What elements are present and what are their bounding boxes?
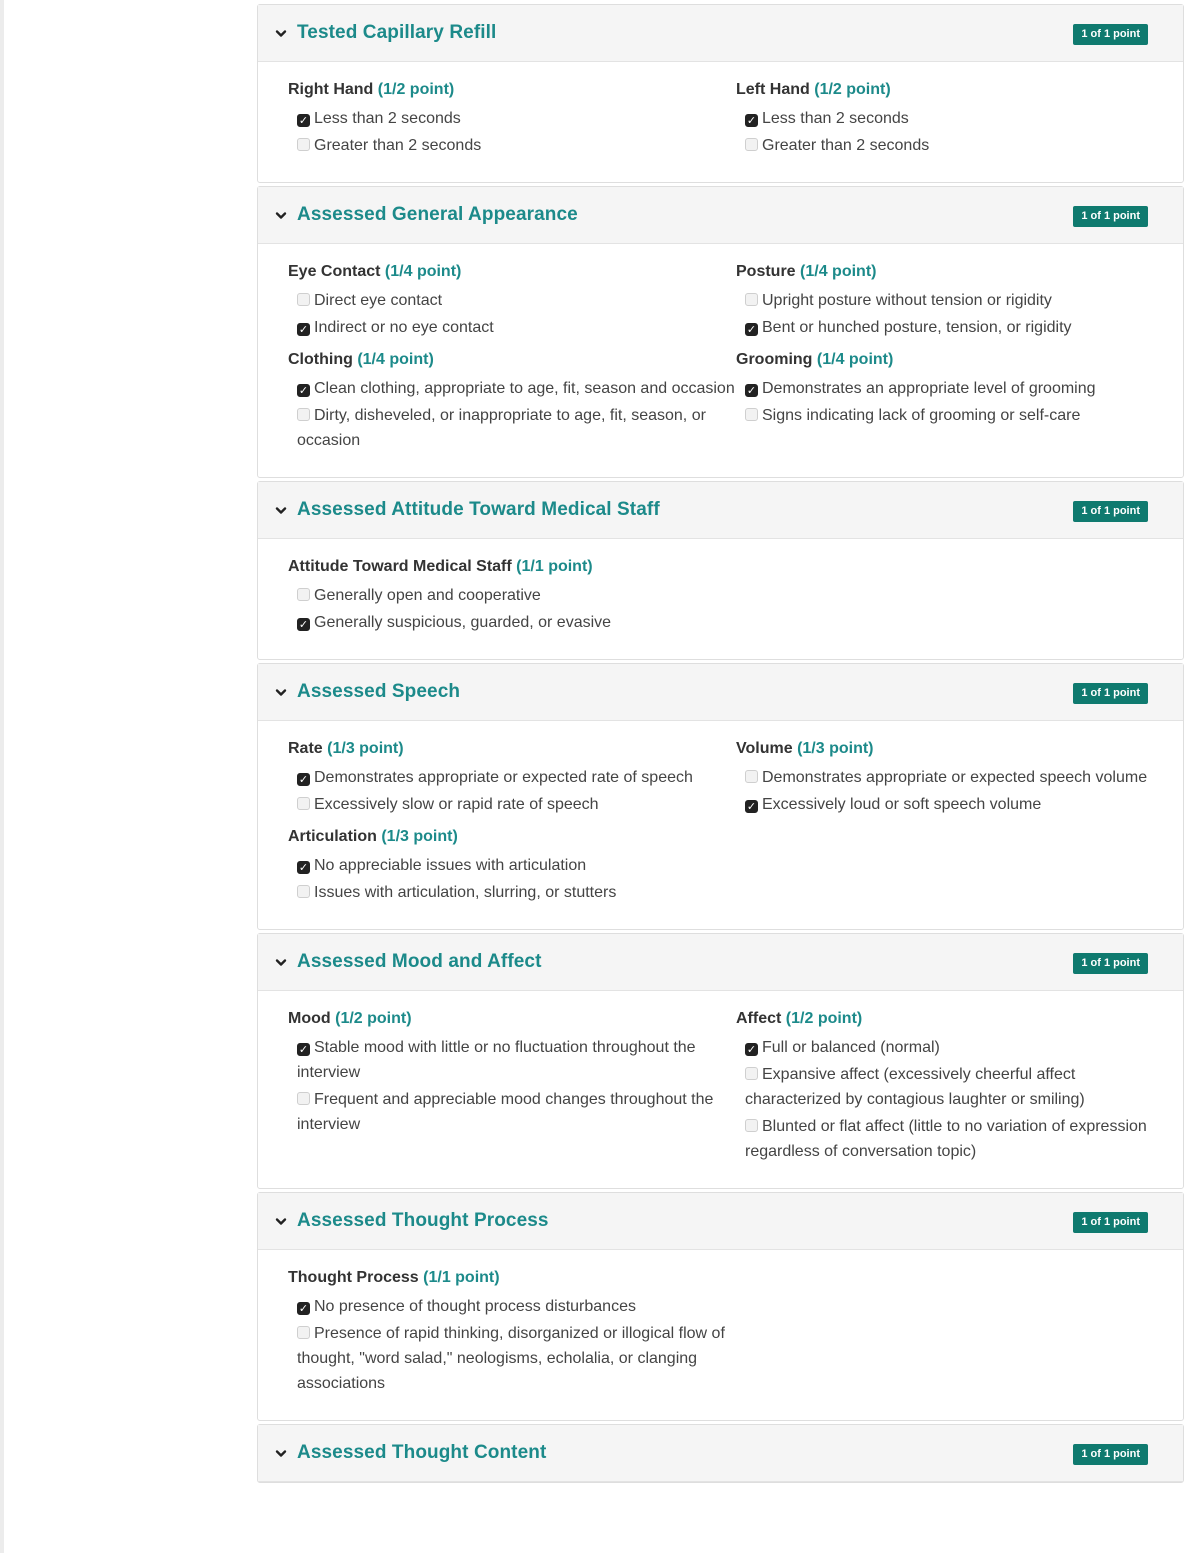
- points-badge: 1 of 1 point: [1073, 953, 1148, 974]
- section-column: [288, 1268, 736, 1406]
- section-body: [258, 991, 1183, 1188]
- section-body: [258, 62, 1183, 182]
- group-title: [288, 1268, 736, 1288]
- option-label: Greater than 2 seconds: [314, 137, 482, 154]
- checkbox-option[interactable]: [288, 1294, 736, 1319]
- section-title[interactable]: Assessed Mood and Affect: [297, 951, 542, 972]
- checkbox-checked-icon[interactable]: ✓: [746, 385, 757, 397]
- group-title: [288, 1009, 736, 1029]
- assessment-section: [257, 481, 1184, 660]
- points-badge: 1 of 1 point: [1073, 683, 1148, 704]
- option-label: Demonstrates an appropriate level of grooming: [762, 380, 1096, 397]
- checkbox-unchecked-icon[interactable]: [745, 770, 758, 783]
- checkbox-option[interactable]: [288, 610, 736, 635]
- option-label: Greater than 2 seconds: [762, 137, 930, 154]
- group-points: (1/2 point): [814, 81, 891, 98]
- criteria-group: [288, 739, 736, 817]
- group-title: [288, 262, 736, 282]
- checkbox-option[interactable]: [288, 403, 736, 453]
- group-points: (1/4 point): [800, 263, 877, 280]
- criteria-group: [736, 1009, 1153, 1164]
- option-label: Generally suspicious, guarded, or evasive: [314, 614, 612, 631]
- section-body: [258, 244, 1183, 477]
- checkbox-checked-icon[interactable]: ✓: [298, 774, 309, 786]
- section-body: [258, 1250, 1183, 1420]
- option-label: Blunted or flat affect (little to no variation of expression regardless of conversation topic): [745, 1118, 1147, 1160]
- section-body: [258, 721, 1183, 929]
- checkbox-option[interactable]: [288, 106, 736, 131]
- checkbox-option[interactable]: [288, 853, 736, 878]
- checkbox-option[interactable]: [736, 133, 1153, 158]
- option-label: Demonstrates appropriate or expected speech volume: [762, 769, 1148, 786]
- points-badge: 1 of 1 point: [1073, 206, 1148, 227]
- checkbox-unchecked-icon[interactable]: [745, 1119, 758, 1132]
- section-column: [736, 557, 1153, 645]
- assessment-section: [257, 1424, 1184, 1483]
- section-column: [288, 80, 736, 168]
- checkbox-unchecked-icon[interactable]: [745, 408, 758, 421]
- section-column: [288, 1009, 736, 1174]
- section-column: [736, 262, 1153, 463]
- group-points: (1/4 point): [816, 351, 894, 368]
- checkbox-option[interactable]: [736, 376, 1153, 401]
- assessment-sections: [257, 4, 1184, 1486]
- checkbox-checked-icon[interactable]: ✓: [298, 324, 309, 336]
- checkbox-unchecked-icon[interactable]: [297, 293, 310, 306]
- chevron-down-icon[interactable]: [275, 956, 287, 968]
- checkbox-checked-icon[interactable]: ✓: [298, 862, 309, 874]
- option-label: Signs indicating lack of grooming or self-care: [762, 407, 1081, 424]
- checkbox-option[interactable]: [736, 1062, 1153, 1112]
- criteria-group: [288, 1268, 736, 1396]
- checkbox-option[interactable]: [288, 133, 736, 158]
- option-label: Frequent and appreciable mood changes throughout the interview: [297, 1091, 714, 1133]
- checkbox-option[interactable]: [288, 792, 736, 817]
- checkbox-unchecked-icon[interactable]: [297, 797, 310, 810]
- group-points: (1/1 point): [516, 558, 593, 575]
- option-label: Full or balanced (normal): [762, 1039, 940, 1056]
- group-title: [288, 350, 736, 370]
- checkbox-option[interactable]: [736, 106, 1153, 131]
- group-points: (1/4 point): [357, 351, 434, 368]
- group-points: (1/1 point): [423, 1269, 500, 1286]
- assessment-section: [257, 186, 1184, 478]
- group-title: [736, 80, 1153, 100]
- checkbox-option[interactable]: [736, 792, 1153, 817]
- group-title: [288, 739, 736, 759]
- criteria-group: [288, 262, 736, 340]
- checkbox-checked-icon[interactable]: ✓: [746, 324, 757, 336]
- checkbox-option[interactable]: [736, 1035, 1153, 1060]
- group-points: (1/2 point): [335, 1010, 412, 1027]
- checkbox-unchecked-icon[interactable]: [745, 293, 758, 306]
- option-label: Issues with articulation, slurring, or stutters: [314, 884, 617, 901]
- section-column: [288, 262, 736, 463]
- assessment-section: [257, 1192, 1184, 1421]
- option-label: Stable mood with little or no fluctuation throughout the interview: [297, 1039, 696, 1081]
- group-points: (1/4 point): [384, 263, 462, 280]
- points-badge: 1 of 1 point: [1073, 501, 1148, 522]
- left-page-edge: [0, 0, 4, 1553]
- group-label: Left Hand: [736, 81, 810, 98]
- section-column: [736, 80, 1153, 168]
- group-title: [736, 739, 1153, 759]
- checkbox-option[interactable]: [736, 315, 1153, 340]
- checkbox-checked-icon[interactable]: ✓: [746, 1044, 757, 1056]
- checkbox-unchecked-icon[interactable]: [297, 1092, 310, 1105]
- group-title: [288, 557, 736, 577]
- option-label: Indirect or no eye contact: [314, 319, 494, 336]
- group-label: Clothing: [288, 351, 353, 368]
- group-points: (1/3 point): [797, 740, 874, 757]
- option-label: Less than 2 seconds: [762, 110, 909, 127]
- section-header[interactable]: [258, 1193, 1183, 1250]
- checkbox-option[interactable]: [736, 288, 1153, 313]
- group-label: Rate: [288, 740, 323, 757]
- section-title[interactable]: Assessed Speech: [297, 681, 461, 702]
- chevron-down-icon[interactable]: [275, 1215, 287, 1227]
- option-label: Direct eye contact: [314, 292, 443, 309]
- group-points: (1/3 point): [327, 740, 404, 757]
- section-column: [736, 1268, 1153, 1406]
- group-label: Right Hand: [288, 81, 374, 98]
- group-title: [288, 80, 736, 100]
- checkbox-checked-icon[interactable]: ✓: [298, 619, 309, 631]
- group-points: (1/3 point): [381, 828, 458, 845]
- option-label: No presence of thought process disturbances: [314, 1298, 636, 1315]
- section-column: [288, 739, 736, 915]
- chevron-down-icon[interactable]: [275, 27, 287, 39]
- option-label: Excessively slow or rapid rate of speech: [314, 796, 599, 813]
- checkbox-option[interactable]: [736, 1114, 1153, 1164]
- checkbox-option[interactable]: [288, 1321, 736, 1396]
- checkbox-option[interactable]: [288, 288, 736, 313]
- group-label: Eye Contact: [288, 263, 381, 280]
- criteria-group: [288, 80, 736, 158]
- criteria-group: [288, 827, 736, 905]
- criteria-group: [736, 350, 1153, 428]
- points-badge: 1 of 1 point: [1073, 1444, 1148, 1465]
- section-header[interactable]: [258, 1425, 1183, 1482]
- option-label: Upright posture without tension or rigidity: [762, 292, 1052, 309]
- criteria-group: [736, 262, 1153, 340]
- checkbox-option[interactable]: [288, 315, 736, 340]
- section-title[interactable]: Assessed General Appearance: [297, 204, 578, 225]
- group-label: Grooming: [736, 351, 813, 368]
- checkbox-option[interactable]: [736, 403, 1153, 428]
- section-title[interactable]: Assessed Thought Process: [297, 1210, 549, 1231]
- group-points: (1/2 point): [785, 1010, 863, 1027]
- section-header[interactable]: [258, 482, 1183, 539]
- checkbox-checked-icon[interactable]: ✓: [298, 1044, 309, 1056]
- option-label: Expansive affect (excessively cheerful affect characterized by contagious laughter or smiling): [745, 1066, 1085, 1108]
- criteria-group: [736, 80, 1153, 158]
- criteria-group: [736, 739, 1153, 817]
- checkbox-unchecked-icon[interactable]: [745, 1067, 758, 1080]
- group-label: Mood: [288, 1010, 331, 1027]
- option-label: Demonstrates appropriate or expected rate of speech: [314, 769, 693, 786]
- group-label: Articulation: [288, 828, 377, 845]
- checkbox-option[interactable]: [288, 1035, 736, 1085]
- points-badge: 1 of 1 point: [1073, 24, 1148, 45]
- option-label: Excessively loud or soft speech volume: [762, 796, 1042, 813]
- checkbox-unchecked-icon[interactable]: [297, 1326, 310, 1339]
- chevron-down-icon[interactable]: [275, 209, 287, 221]
- checkbox-unchecked-icon[interactable]: [745, 138, 758, 151]
- section-header[interactable]: [258, 187, 1183, 244]
- option-label: Generally open and cooperative: [314, 587, 541, 604]
- option-label: No appreciable issues with articulation: [314, 857, 587, 874]
- section-column: [736, 1009, 1153, 1174]
- section-header[interactable]: [258, 5, 1183, 62]
- section-column: [288, 557, 736, 645]
- checkbox-option[interactable]: [288, 583, 736, 608]
- checkbox-unchecked-icon[interactable]: [297, 408, 310, 421]
- group-title: [736, 1009, 1153, 1029]
- checkbox-unchecked-icon[interactable]: [297, 588, 310, 601]
- assessment-section: [257, 4, 1184, 183]
- checkbox-unchecked-icon[interactable]: [297, 885, 310, 898]
- points-badge: 1 of 1 point: [1073, 1212, 1148, 1233]
- option-label: Presence of rapid thinking, disorganized or illogical flow of thought, "word salad," neologisms, echolalia, or clanging associations: [297, 1325, 725, 1392]
- criteria-group: [288, 557, 736, 635]
- checkbox-checked-icon[interactable]: ✓: [298, 1303, 309, 1315]
- section-title[interactable]: Tested Capillary Refill: [297, 22, 497, 43]
- group-title: [736, 350, 1153, 370]
- section-header[interactable]: [258, 934, 1183, 991]
- checkbox-option[interactable]: [736, 765, 1153, 790]
- section-title[interactable]: Assessed Attitude Toward Medical Staff: [297, 499, 660, 520]
- section-body: [258, 539, 1183, 659]
- checkbox-checked-icon[interactable]: ✓: [746, 801, 757, 813]
- group-title: [736, 262, 1153, 282]
- chevron-down-icon[interactable]: [275, 504, 287, 516]
- group-title: [288, 827, 736, 847]
- assessment-section: [257, 663, 1184, 930]
- checkbox-option[interactable]: [288, 765, 736, 790]
- section-title[interactable]: Assessed Thought Content: [297, 1442, 547, 1463]
- checkbox-checked-icon[interactable]: ✓: [746, 115, 757, 127]
- chevron-down-icon[interactable]: [275, 686, 287, 698]
- group-label: Volume: [736, 740, 793, 757]
- checkbox-unchecked-icon[interactable]: [297, 138, 310, 151]
- group-label: Attitude Toward Medical Staff: [288, 558, 512, 575]
- group-label: Posture: [736, 263, 796, 280]
- section-header[interactable]: [258, 664, 1183, 721]
- group-label: Thought Process: [288, 1269, 419, 1286]
- checkbox-option[interactable]: [288, 376, 736, 401]
- checkbox-option[interactable]: [288, 1087, 736, 1137]
- group-points: (1/2 point): [377, 81, 455, 98]
- option-label: Clean clothing, appropriate to age, fit, season and occasion: [314, 380, 735, 397]
- assessment-section: [257, 933, 1184, 1189]
- option-label: Dirty, disheveled, or inappropriate to age, fit, season, or occasion: [297, 407, 706, 449]
- checkbox-checked-icon[interactable]: ✓: [298, 115, 309, 127]
- section-column: [736, 739, 1153, 915]
- option-label: Less than 2 seconds: [314, 110, 461, 127]
- checkbox-checked-icon[interactable]: ✓: [298, 385, 309, 397]
- criteria-group: [288, 350, 736, 453]
- checkbox-option[interactable]: [288, 880, 736, 905]
- option-label: Bent or hunched posture, tension, or rigidity: [762, 319, 1072, 336]
- group-label: Affect: [736, 1010, 782, 1027]
- criteria-group: [288, 1009, 736, 1137]
- chevron-down-icon[interactable]: [275, 1447, 287, 1459]
